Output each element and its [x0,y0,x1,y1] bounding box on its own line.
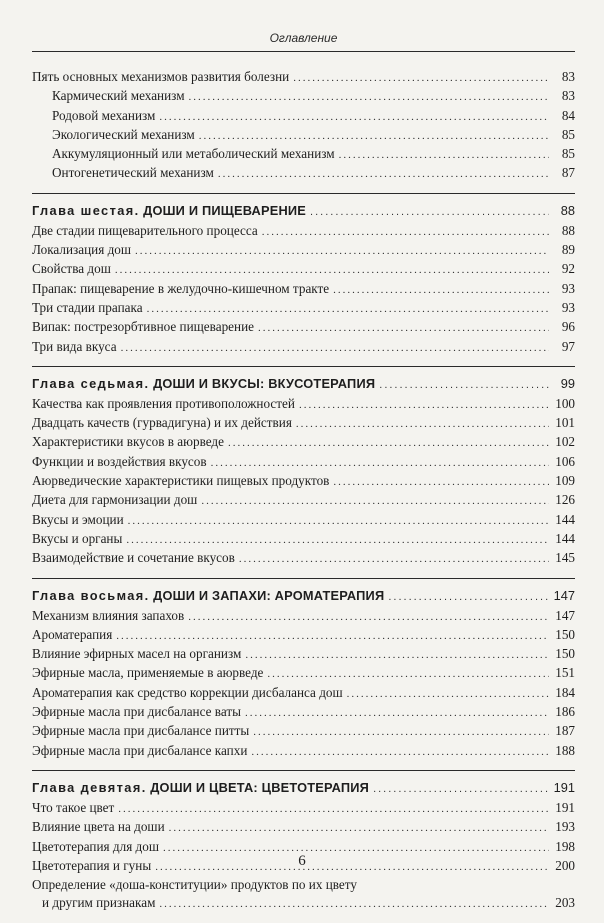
entry-page-number: 186 [555,704,575,720]
entry-title: Экологический механизм [52,126,195,142]
dot-leader [211,454,549,472]
dot-leader [169,819,549,837]
toc-entry[interactable] [32,164,575,183]
entry-title: Качества как проявления противоположностей [32,395,295,411]
chapter-label [32,778,369,798]
dot-leader [347,685,549,703]
entry-page-number: 191 [555,799,575,815]
dot-leader [373,779,549,799]
dot-leader [118,800,549,818]
toc-entry[interactable] [32,68,575,87]
chapter-page-number: 88 [560,202,575,218]
toc-entry[interactable] [32,491,575,510]
toc-section [32,374,575,569]
toc-entry[interactable] [32,664,575,683]
toc-entry[interactable] [32,145,575,164]
entry-title: Кармический механизм [52,88,185,104]
entry-title: Три вида вкуса [32,338,117,354]
entry-title: Аккумуляционный или метаболический механизм [52,146,335,162]
entry-title: Цветотерапия для дош [32,838,160,854]
toc-entry[interactable] [32,511,575,530]
toc-entry[interactable] [32,414,575,433]
entry-page-number: 200 [555,857,575,873]
entry-title: Аюрведические характеристики пищевых продуктов [32,473,330,489]
toc-entry[interactable] [32,549,575,568]
chapter-label [32,586,384,606]
entry-page-number: 188 [555,742,575,758]
entry-page-number: 151 [555,665,575,681]
toc-entry[interactable] [32,742,575,761]
entry-title: Эфирные масла при дисбалансе капхи [32,742,248,758]
dot-leader [296,415,549,433]
running-header: Оглавление [269,31,338,45]
entry-page-number: 83 [561,88,575,104]
entry-page-number: 144 [555,511,575,527]
entry-page-number: 147 [555,607,575,623]
toc-entry[interactable] [32,530,575,549]
entry-page-number: 93 [561,299,575,315]
entry-page-number: 187 [555,723,575,739]
dot-leader [251,743,549,761]
toc-entry[interactable] [32,799,575,818]
chapter-heading[interactable] [32,778,575,799]
dot-leader [267,665,549,683]
toc-entry[interactable] [32,894,575,913]
toc-entry[interactable] [32,241,575,260]
entry-page-number: 96 [561,319,575,335]
section-divider [32,770,575,771]
dot-leader [126,531,549,549]
entry-title: Ароматерапия [32,626,113,642]
table-of-contents [32,68,575,923]
entry-title: Вкусы и органы [32,530,123,546]
toc-entry[interactable] [32,433,575,452]
chapter-page-number: 99 [560,375,575,391]
dot-leader [189,88,549,106]
dot-leader [218,165,549,183]
chapter-heading[interactable] [32,586,575,607]
entry-title: Влияние цвета на доши [32,819,165,835]
entry-title: Пять основных механизмов развития болезни [32,69,290,84]
dot-leader [262,223,549,241]
section-divider [32,366,575,367]
toc-entry[interactable] [32,876,575,894]
chapter-page-number: 147 [553,587,575,603]
entry-page-number: 101 [555,415,575,431]
toc-entry[interactable] [32,222,575,241]
toc-entry[interactable] [32,126,575,145]
entry-page-number: 85 [561,146,575,162]
chapter-page-number: 191 [553,779,575,795]
toc-entry[interactable] [32,703,575,722]
entry-title: Взаимодействие и сочетание вкусов [32,550,235,566]
dot-leader [188,608,549,626]
entry-title: Вкусы и эмоции [32,511,124,527]
entry-title: Локализация дош [32,242,132,258]
section-divider [32,193,575,194]
entry-title: Двадцать качеств (гурвадигуна) и их действия [32,415,292,431]
entry-page-number: 93 [561,280,575,296]
chapter-title: ДОШИ И ЦВЕТА: ЦВЕТОТЕРАПИЯ [150,779,370,795]
entry-page-number: 85 [561,126,575,142]
toc-entry[interactable] [32,299,575,318]
toc-entry[interactable] [32,453,575,472]
dot-leader [199,127,549,145]
toc-section [32,68,575,184]
chapter-title: ДОШИ И ВКУСЫ: ВКУСОТЕРАПИЯ [153,375,376,391]
section-divider [32,578,575,579]
dot-leader [115,261,549,279]
entry-page-number: 83 [561,69,575,84]
chapter-prefix: Глава девятая. [32,779,147,795]
dot-leader [245,704,549,722]
dot-leader [299,396,549,414]
page-number: 6 [298,853,306,869]
entry-title: Функции и воздействия вкусов [32,453,207,469]
dot-leader [228,434,549,452]
dot-leader [116,627,549,645]
dot-leader [339,146,549,164]
header-rule [32,51,575,52]
entry-page-number: 100 [555,395,575,411]
dot-leader [258,319,549,337]
dot-leader [121,339,549,357]
entry-page-number: 89 [561,242,575,258]
dot-leader [201,492,549,510]
entry-title: Определение «доша-конституции» продуктов по их цвету [32,877,357,893]
chapter-label [32,374,375,394]
toc-entry[interactable] [32,338,575,357]
chapter-prefix: Глава седьмая. [32,375,150,391]
entry-page-number: 88 [561,222,575,238]
toc-entry[interactable] [32,107,575,126]
dot-leader [253,723,549,741]
toc-entry[interactable] [32,607,575,626]
toc-entry[interactable] [32,684,575,703]
toc-entry[interactable] [32,318,575,337]
toc-entry[interactable] [32,87,575,106]
toc-entry[interactable] [32,260,575,279]
dot-leader [310,202,549,222]
entry-title: Что такое цвет [32,799,115,815]
entry-page-number: 126 [555,492,575,508]
toc-section [32,586,575,761]
entry-title: Три стадии прапака [32,299,143,315]
entry-title: Характеристики вкусов в аюрведе [32,434,224,450]
toc-section [32,201,575,357]
entry-title: Диета для гармонизации дош [32,492,198,508]
entry-title: и другим признакам [42,895,156,911]
chapter-heading[interactable] [32,201,575,222]
dot-leader [245,646,549,664]
toc-entry[interactable] [32,722,575,741]
entry-page-number: 84 [561,107,575,123]
entry-page-number: 102 [555,434,575,450]
entry-page-number: 92 [561,261,575,277]
dot-leader [333,281,549,299]
entry-page-number: 87 [561,165,575,181]
toc-entry[interactable] [32,626,575,645]
entry-title: Ароматерапия как средство коррекции дисбаланса дош [32,684,343,700]
toc-entry[interactable] [32,280,575,299]
chapter-prefix: Глава восьмая. [32,587,150,603]
entry-page-number: 203 [555,895,575,911]
entry-title: Свойства дош [32,261,111,277]
entry-page-number: 150 [555,626,575,642]
dot-leader [159,895,549,913]
entry-title: Родовой механизм [52,107,156,123]
entry-page-number: 150 [555,646,575,662]
entry-page-number: 106 [555,453,575,469]
dot-leader [147,300,549,318]
entry-title: Прапак: пищеварение в желудочно-кишечном тракте [32,280,330,296]
chapter-label [32,201,306,221]
dot-leader [159,108,549,126]
toc-entry[interactable] [32,818,575,837]
entry-title: Две стадии пищеварительного процесса [32,222,258,238]
toc-section [32,778,575,914]
toc-entry[interactable] [32,472,575,491]
toc-entry[interactable] [32,645,575,664]
entry-title: Цветотерапия и гуны [32,857,152,873]
entry-title: Механизм влияния запахов [32,607,185,623]
entry-page-number: 97 [561,338,575,354]
dot-leader [128,512,549,530]
entry-page-number: 193 [555,819,575,835]
entry-page-number: 184 [555,684,575,700]
dot-leader [379,375,549,395]
dot-leader [388,587,549,607]
entry-title: Эфирные масла при дисбалансе ваты [32,704,241,720]
entry-page-number: 144 [555,530,575,546]
entry-page-number: 198 [555,838,575,854]
entry-title: Онтогенетический механизм [52,165,214,181]
entry-page-number: 109 [555,473,575,489]
dot-leader [239,550,549,568]
chapter-title: ДОШИ И ЗАПАХИ: АРОМАТЕРАПИЯ [153,587,385,603]
dot-leader [333,473,549,491]
entry-title: Випак: пострезорбтивное пищеварение [32,319,254,335]
chapter-prefix: Глава шестая. [32,202,140,218]
chapter-title: ДОШИ И ПИЩЕВАРЕНИЕ [143,202,307,218]
entry-title: Эфирные масла при дисбалансе питты [32,723,250,739]
dot-leader [135,242,549,260]
entry-title: Влияние эфирных масел на организм [32,646,242,662]
entry-title: Эфирные масла, применяемые в аюрведе [32,665,264,681]
dot-leader [293,69,549,87]
entry-page-number: 145 [555,550,575,566]
chapter-heading[interactable] [32,374,575,395]
toc-entry[interactable] [32,395,575,414]
